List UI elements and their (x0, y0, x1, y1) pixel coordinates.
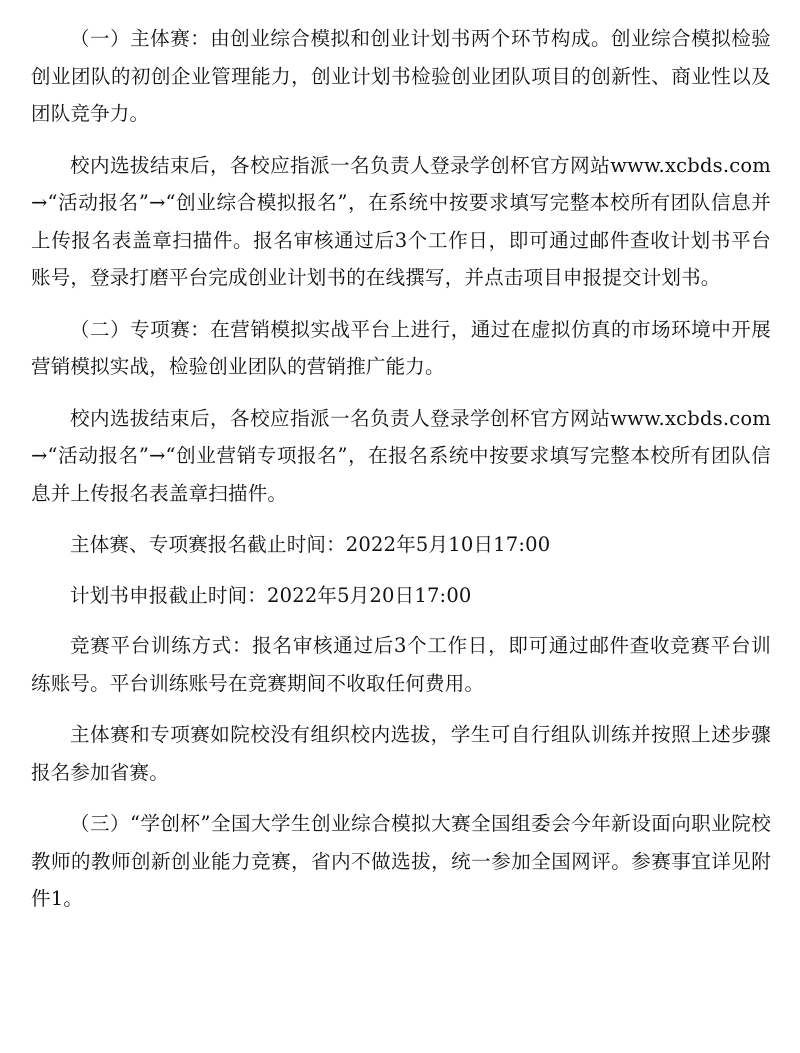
paragraph-special-competition: （二）专项赛：在营销模拟实战平台上进行，通过在虚拟仿真的市场环境中开展营销模拟实战，检验创业团队的营销推广能力。 (31, 317, 771, 378)
document-body (31, 20, 771, 918)
paragraph-teacher-competition: （三）“学创杯”全国大学生创业综合模拟大赛全国组委会今年新设面向职业院校教师的教师创新创业能力竞赛，省内不做选拔，统一参加全国网评。参赛事宜详见附件1。 (31, 812, 771, 910)
paragraph-plan-deadline: 计划书申报截止时间：2022年5月20日17:00 (70, 583, 472, 607)
paragraph-special-registration: 校内选拔结束后，各校应指派一名负责人登录学创杯官方网站www.xcbds.com→“活动报名”→“创业营销专项报名”，在报名系统中按要求填写完整本校所有团队信息并上传报名表盖章扫描件。 (31, 406, 771, 505)
paragraph-main-registration: 校内选拔结束后，各校应指派一名负责人登录学创杯官方网站www.xcbds.com→“活动报名”→“创业综合模拟报名”，在系统中按要求填写完整本校所有团队信息并上传报名表盖章扫描件。报名审核通过后3个工作日，即可通过邮件查收计划书平台账号，登录打磨平台完成创业计划书的在线撰写，并点击项目申报提交计划书。 (31, 153, 771, 289)
paragraph-training-method: 竞赛平台训练方式：报名审核通过后3个工作日，即可通过邮件查收竞赛平台训练账号。平台训练账号在竞赛期间不收取任何费用。 (31, 634, 771, 695)
paragraph-registration-deadline: 主体赛、专项赛报名截止时间：2022年5月10日17:00 (70, 533, 551, 556)
paragraph-main-competition: （一）主体赛：由创业综合模拟和创业计划书两个环节构成。创业综合模拟检验创业团队的初创企业管理能力，创业计划书检验创业团队项目的创新性、商业性以及团队竞争力。 (31, 27, 771, 125)
paragraph-no-selection-note: 主体赛和专项赛如院校没有组织校内选拔，学生可自行组队训练并按照上述步骤报名参加省赛。 (31, 723, 771, 784)
